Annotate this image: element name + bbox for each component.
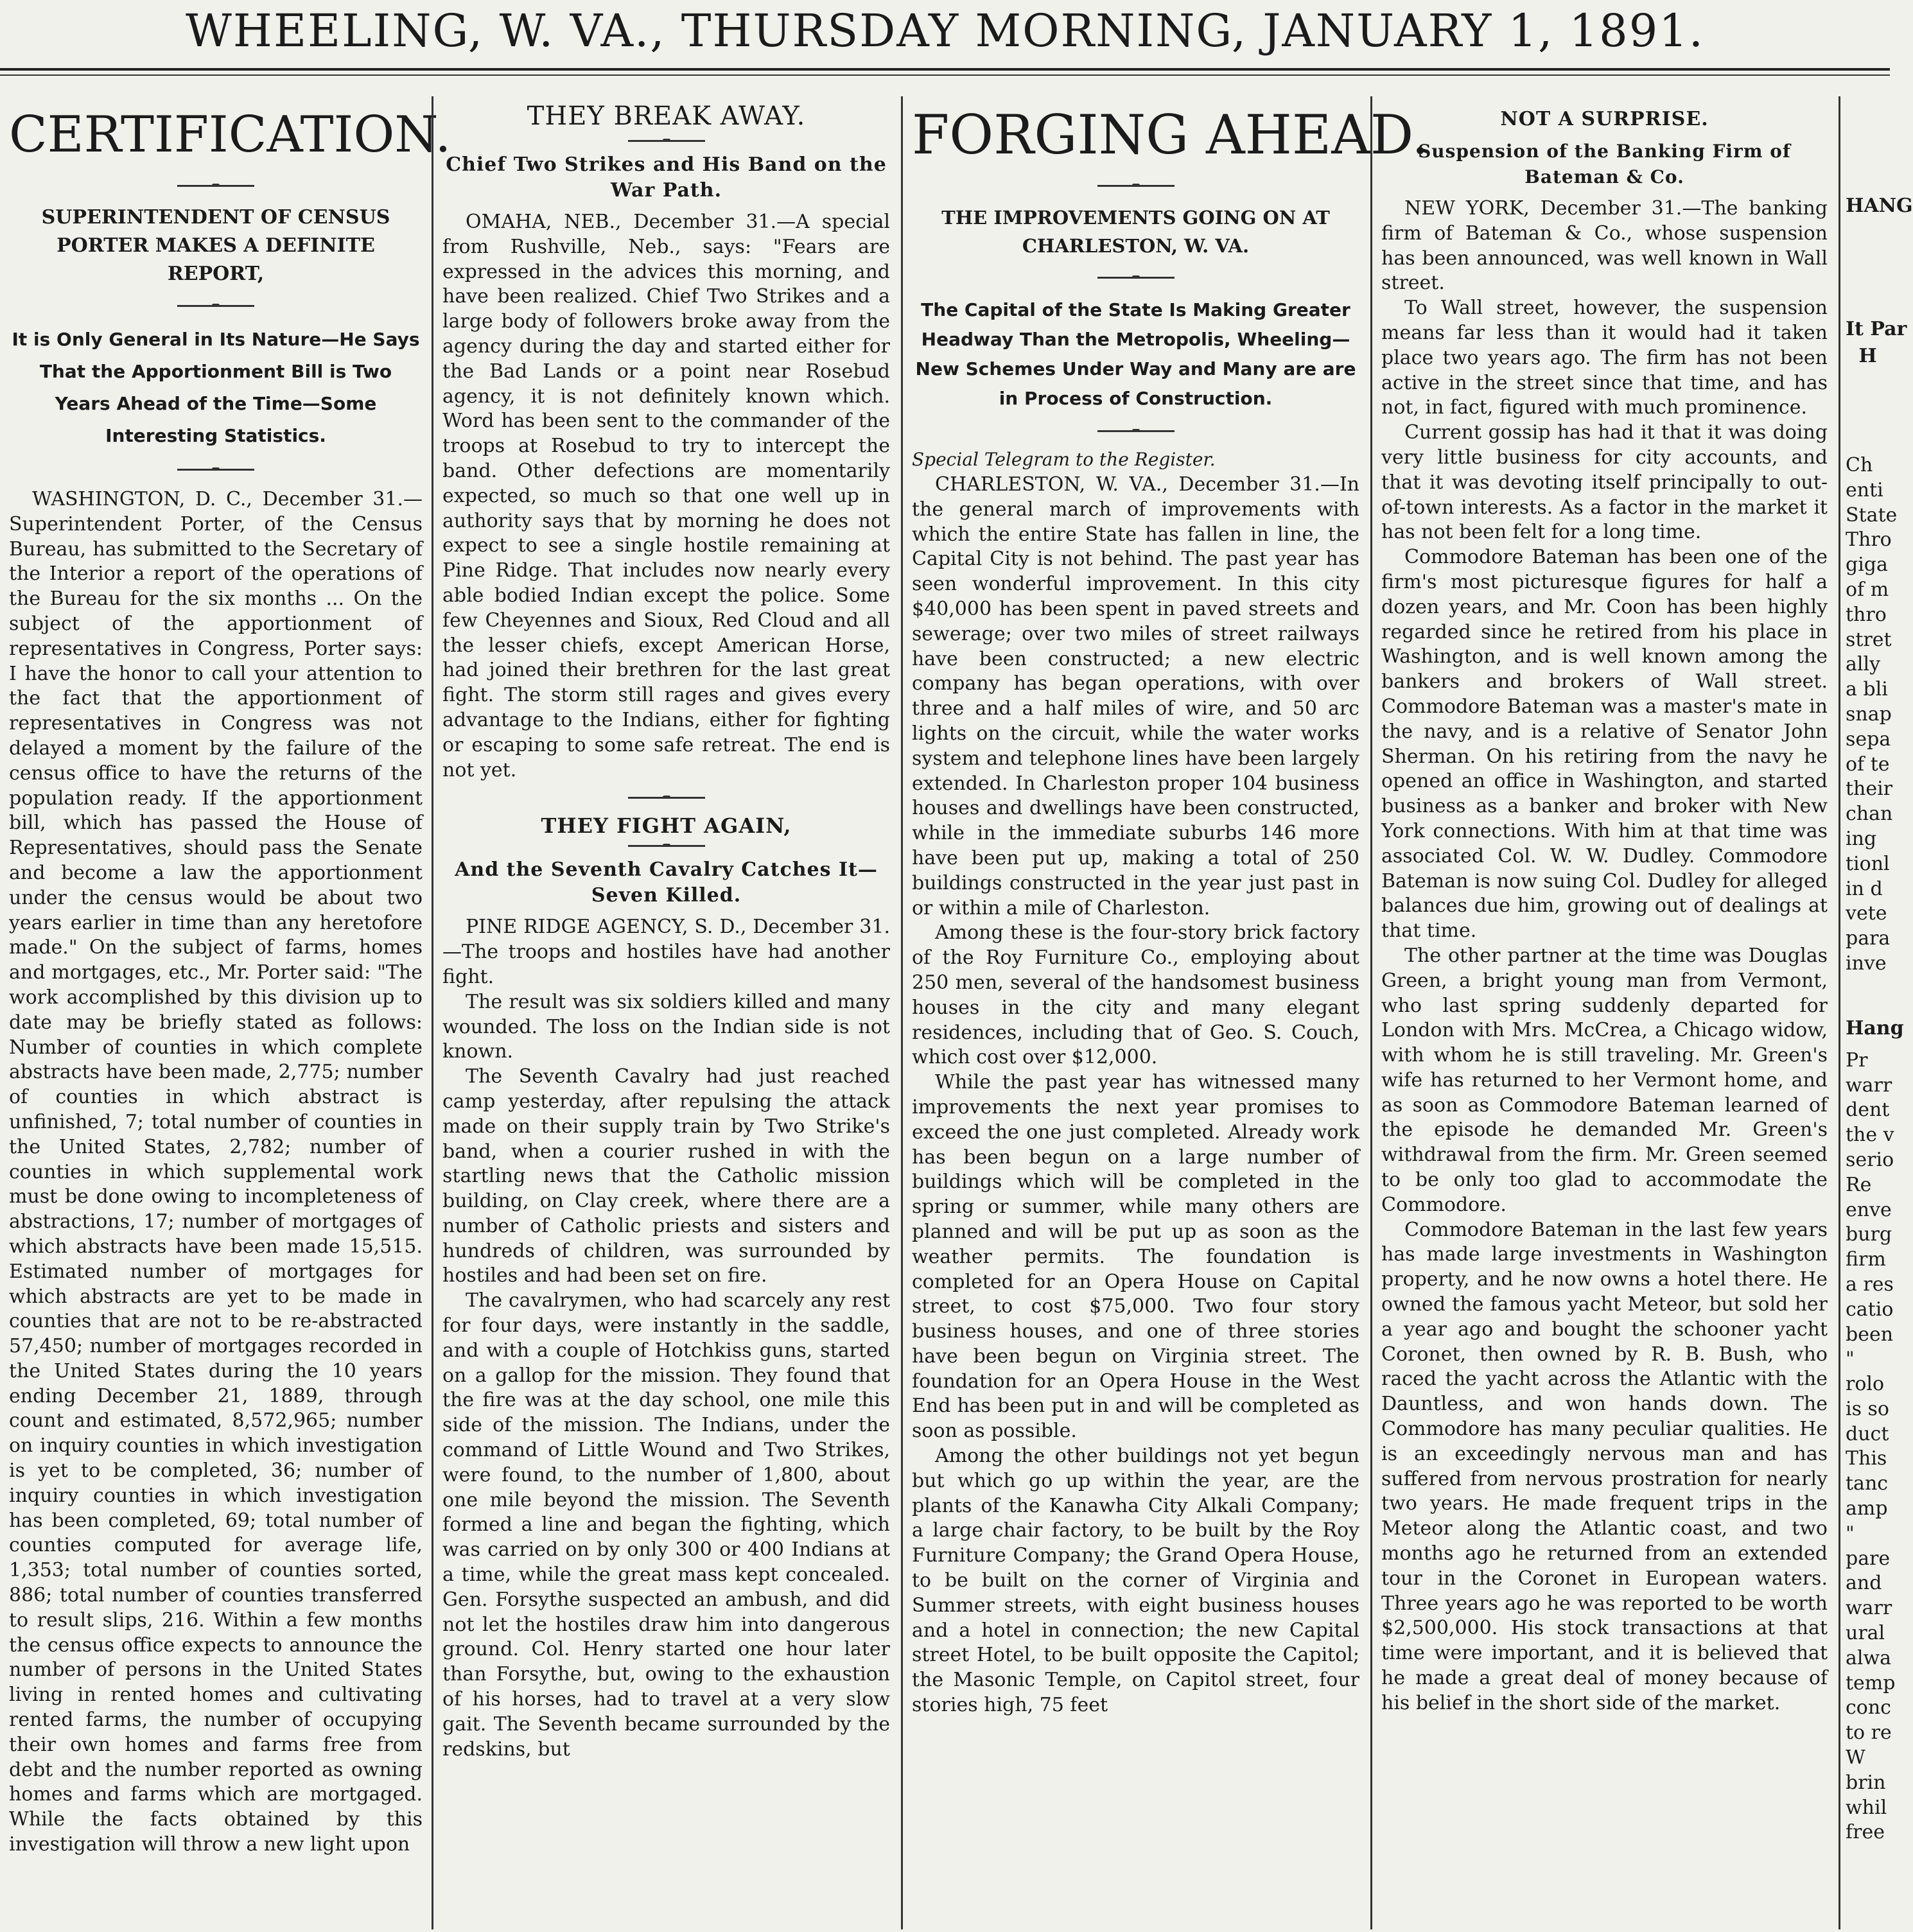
stub-line: rolo (1846, 1373, 1885, 1396)
stub-line: para (1846, 927, 1891, 950)
paragraph: The Seventh Cavalry had just reached camp yesterday, after repulsing the attack made on their supply train by Two Strike's band, when a courier rushed in with the startling news that the Catholic mission building, on Clay creek, where there are a number of Catholic priests and sisters and hundreds of children, was surrounded by hostiles and had been set on fire. (442, 1065, 890, 1287)
stub-line: chan (1846, 803, 1893, 826)
paragraph: Current gossip has had it that it was doing very little business for city accounts, and that it was devoting itself principally to out-of-town interests. As a factor in the market it has not been felt for a long time. (1381, 421, 1828, 544)
divider (177, 469, 254, 471)
paragraph: CHARLESTON, W. VA., December 31.—In the general march of improvements with which the entire State has fallen in line, the Capital City is not behind. The past year has seen wonderful improvement. In this city $40,000 has been spent in paved streets and sewerage; over two miles of street railways have been constructed; a new electric company has began operations, with over three and a half miles of wire, and 50 arc lights on the circuit, while the water works system and telephone lines have been largely extended. In Charleston proper 104 business houses and dwellings have been constructed, while in the immediate suburbs 146 more have been put up, making a total of 250 buildings constructed in the year just past in or within a mile of Charleston. (912, 473, 1359, 919)
stub-lines-2 (1846, 1049, 1896, 1846)
stub-line: snap (1846, 702, 1892, 726)
column-cutoff (1840, 96, 1913, 1929)
paragraph: WASHINGTON, D. C., December 31.—Superintendent Porter, of the Census Bureau, has submitted to the Secretary of the Interior a report of the operations of the Bureau for the six months ... On the subject of the apportionment of representatives in Congress, Porter says: I have the honor to call your attention to the fact that the apportionment of representatives in Congress was not delayed a moment by the failure of the census office to have the returns of the population ready. If the apportionment bill, which has passed the House of Representatives, should pass the Senate and become a law the apportionment under the census would be about two years earlier in time than any heretofore made." On the subject of farms, homes and mortgages, etc., Mr. Porter said: "The work accomplished by this division up to date may be briefly stated as follows: Number of counties in which complete abstracts have been made, 2,775; number of counties in which abstract is unfinished, 7; total number of counties in the United States, 2,782; number of counties in which supplemental work must be done owing to incompleteness of abstractions, 17; number of mortgages of which abstracts have been made 15,515. Estimated number of mortgages for which abstracts are yet to be made in counties that are not to be re-abstracted 57,450; number of mortgages recorded in the United States during the 10 years ending December 21, 1889, through count and estimated, 8,572,965; number on inquiry counties in which investigation is yet to be completed, 36; number of inquiry counties in which investigation has been completed, 69; total number of counties computed for average life, 1,353; total number of counties sorted, 886; total number of counties transferred to result slips, 216. Within a few months the census office expects to announce the number of persons in the United States living in rented homes and cultivating rented farms, the number of occupying their own homes and farms free from debt and the number reported as owning homes and farms which are mortgaged. While the facts obtained by this investigation will throw a new light upon (9, 488, 423, 1856)
article-body-bateman (1381, 196, 1828, 1716)
stub-line: " (1846, 1522, 1855, 1545)
special-telegram-credit: Special Telegram to the Register. (912, 449, 1216, 470)
stub-line: enti (1846, 478, 1883, 501)
divider (1097, 430, 1175, 432)
article-body-omaha (442, 210, 890, 783)
paragraph: Commodore Bateman has been one of the firm's most picturesque figures for half a dozen years, and Mr. Coon has been highly regarded since he retired from his place in Washington, and is well known among the bankers and brokers of Wall street. Commodore Bateman was a master's mate in the navy, and is a relative of Senator John Sherman. On his retiring from the navy he opened an office in Washington, and started business as a banker and broker with New York connections. With him at that time was associated Col. W. W. Dudley. Commodore Bateman is now suing Col. Dudley for alleged balances due him, growing out of dealings at that time. (1381, 546, 1828, 943)
paragraph: Among these is the four-story brick factory of the Roy Furniture Co., employing about 250 men, several of the handsomest business houses in the city and many elegant residences, including that of Geo. S. Couch, which cost over $12,000. (912, 921, 1359, 1069)
stub-line: alwa (1846, 1646, 1892, 1669)
stub-line: serio (1846, 1148, 1894, 1171)
stub-headline: HANG (1846, 195, 1913, 217)
article-body-pine-ridge (442, 915, 890, 1762)
stub-line: temp (1846, 1671, 1896, 1694)
headline-not-a-surprise: NOT A SURPRISE. (1500, 108, 1709, 130)
stub-line: enve (1846, 1198, 1892, 1221)
stub-headline-2: Hang (1846, 1016, 1904, 1040)
stub-line: Thro (1846, 528, 1892, 552)
stub-line: W (1846, 1746, 1865, 1770)
stub-deck2: H (1858, 345, 1877, 367)
stub-line: of te (1846, 753, 1890, 776)
stub-lines (1846, 453, 1898, 977)
deck-charleston: THE IMPROVEMENTS GOING ON AT CHARLESTON, W. VA. (941, 207, 1330, 257)
stub-line: This (1846, 1447, 1887, 1470)
stub-line: dent (1846, 1099, 1890, 1122)
paragraph: The other partner at the time was Douglas Green, a bright young man from Vermont, who last spring suddenly departed for London with Mrs. McCrea, a Chicago widow, with whom he is still traveling. Mr. Green's wife has returned to her Vermont home, and as soon as Commodore Bateman learned of the episode he demanded Mr. Green's withdrawal from the firm. Mr. Green seemed to be only too glad to accommodate the Commodore. (1381, 944, 1828, 1216)
stub-line: and (1846, 1572, 1882, 1595)
divider (628, 140, 705, 142)
headline-certification: CERTIFICATION. (9, 106, 451, 164)
paragraph: The cavalrymen, who had scarcely any rest for four days, were instantly in the saddle, and with a couple of Hotchkiss guns, started on a gallop for the mission. They found that the fire was at the day school, one mile this side of the mission. The Indians, under the command of Little Wound and Two Strikes, were found, to the number of 1,800, about one mile beyond the mission. The Seventh formed a line and began the fighting, which was carried on by only 300 or 400 Indians at a time, while the great mass kept concealed. Gen. Forsythe suspected an ambush, and did not let the hostiles draw him into dangerous ground. Col. Henry started one hour later than Forsythe, but, owing to the exhaustion of his horses, had to travel at a very slow gait. The Seventh became surrounded by the redskins, but (442, 1289, 890, 1761)
stub-line: a res (1846, 1273, 1894, 1296)
stub-line: inve (1846, 952, 1887, 975)
stub-line: whil (1846, 1796, 1887, 1819)
stub-line: of m (1846, 578, 1889, 601)
deck-apportionment: It is Only General in Its Nature—He Says That the Apportionment Bill is Two Years Ahead of the Time—Some Interesting Statistics. (12, 329, 420, 446)
masthead-rule-thin (0, 74, 1890, 76)
stub-line: in d (1846, 877, 1883, 900)
paragraph: While the past year has witnessed many improvements the next year promises to exceed the one just completed. Already work has been begun on a large number of buildings which will be completed in the spring or summer, while many others are planned and will be put up as soon as the weather permits. The foundation is completed for an Opera House on Capital street, to cost $75,000. Two four story business houses, and one of three stories have been begun on Virginia street. The foundation for an Opera House in the West End has been put in and will be completed as soon as possible. (912, 1071, 1359, 1443)
divider (628, 797, 705, 799)
stub-line: " (1846, 1348, 1855, 1371)
article-body-census (9, 487, 423, 1858)
stub-line: free (1846, 1821, 1885, 1844)
divider (628, 845, 705, 847)
stub-line: vete (1846, 902, 1887, 925)
paragraph: To Wall street, however, the suspension means far less than it would had it taken place two years ago. The firm has not been active in the street since that time, and has not, in fact, figured with much prominence. (1381, 297, 1828, 419)
stub-line: sepa (1846, 727, 1891, 751)
stub-line: tanc (1846, 1472, 1889, 1495)
paragraph: NEW YORK, December 31.—The banking firm of Bateman & Co., whose suspension has been announced, was well known in Wall street. (1381, 197, 1828, 295)
stub-line: conc (1846, 1696, 1891, 1719)
stub-line: brin (1846, 1771, 1886, 1794)
masthead: WHEELING, W. VA., THURSDAY MORNING, JANUARY 1, 1891. (185, 4, 1705, 57)
column-forging-ahead (903, 96, 1429, 1929)
paragraph: OMAHA, NEB., December 31.—A special from Rushville, Neb., says: "Fears are expressed in the advices this morning, and have been realized. Chief Two Strikes and a large body of followers broke away from the agency during the day and started either for the Bad Lands or a point near Rosebud agency, it is not definitely known which. Word has been sent to the commander of the troops at Rosebud to try to intercept the band. Other defections are momentarily expected, so much so that one well up in authority says that by morning he does not expect to see a single hostile remaining at Pine Ridge. That includes now nearly every able bodied Indian except the police. Some few Cheyennes and Sioux, Red Cloud and all the lesser chiefs, except American Horse, had joined their brethren for the last great fight. The storm still rages and gives every advantage to the Indians, either for fighting or escaping to some safe retreat. The end is not yet. (442, 211, 890, 781)
stub-line: firm (1846, 1248, 1886, 1271)
stub-line: ural (1846, 1622, 1885, 1645)
stub-line: a bli (1846, 678, 1888, 701)
paragraph: The result was six soldiers killed and many wounded. The loss on the Indian side is not known. (442, 990, 890, 1063)
divider (1097, 277, 1175, 279)
divider (1097, 185, 1175, 187)
deck-census-porter: SUPERINTENDENT OF CENSUS PORTER MAKES A DEFINITE REPORT, (41, 206, 390, 285)
stub-line: their (1846, 778, 1893, 801)
divider (177, 185, 254, 187)
column-break-away (433, 96, 899, 1929)
stub-line: burg (1846, 1223, 1892, 1246)
stub-line: ing (1846, 827, 1877, 850)
stub-line: State (1846, 503, 1898, 527)
headline-forging-ahead: FORGING AHEAD. (912, 103, 1429, 166)
stub-line: warr (1846, 1597, 1892, 1620)
stub-line: warr (1846, 1074, 1892, 1097)
stub-line: amp (1846, 1497, 1888, 1520)
headline-fight-again: THEY FIGHT AGAIN, (541, 814, 792, 839)
stub-line: stret (1846, 628, 1892, 651)
stub-line: is so (1846, 1397, 1889, 1420)
stub-line: Pr (1846, 1049, 1868, 1072)
deck-two-strikes: Chief Two Strikes and His Band on the War Path. (446, 153, 887, 202)
deck-capital: The Capital of the State Is Making Greater Headway Than the Metropolis, Wheeling—New Schemes Under Way and Many are are in Process of Construction. (915, 299, 1356, 409)
masthead-rule (0, 68, 1890, 71)
paragraph: PINE RIDGE AGENCY, S. D., December 31.—The troops and hostiles have had another fight. (442, 916, 890, 988)
stub-line: Ch (1846, 454, 1873, 476)
stub-line: thro (1846, 603, 1887, 626)
stub-line: giga (1846, 553, 1888, 577)
stub-line: catio (1846, 1298, 1894, 1321)
stub-line: the v (1846, 1124, 1894, 1147)
stub-line: ally (1846, 653, 1881, 676)
stub-deck: It Par (1846, 318, 1907, 340)
column-certification (0, 96, 451, 1929)
deck-bateman: Suspension of the Banking Firm of Bateman & Co. (1418, 141, 1791, 187)
stub-line: Re (1846, 1173, 1872, 1196)
divider (177, 305, 254, 307)
stub-line: to re (1846, 1721, 1892, 1745)
paragraph: Commodore Bateman in the last few years has made large investments in Washington property, and he now owns a hotel there. He owned the famous yacht Meteor, but sold her a year ago and bought the schooner yacht Coronet, then owned by R. B. Bush, who raced the yacht across the Atlantic with the Dauntless, and won hands down. The Commodore has many peculiar qualities. He is an exceedingly nervous man and has suffered from nervous prostration for nearly two years. He made frequent trips in the Meteor along the Atlantic coast, and two months ago he returned from an extended tour in the Coronet in European waters. Three years ago he was reported to be worth $2,500,000. His stock transactions at that time were important, and it is believed that he made a great deal of money because of his belief in the short side of the market. (1381, 1218, 1828, 1714)
deck-seventh-cavalry: And the Seventh Cavalry Catches It—Seven Killed. (455, 858, 878, 907)
stub-line: tionl (1846, 852, 1890, 875)
stub-line: duct (1846, 1422, 1889, 1445)
paragraph: Among the other buildings not yet begun but which go up within the year, are the plants of the Kanawha City Alkali Company; a large chair factory, to be built by the Roy Furniture Company; the Grand Opera House, to be built on the corner of Virginia and Summer streets, with eight business houses and a hotel in connection; the new Capital street Hotel, to be built opposite the Capitol; the Masonic Temple, on Capitol street, four stories high, 75 feet (912, 1445, 1359, 1717)
column-not-a-surprise (1372, 96, 1837, 1929)
stub-line: been (1846, 1323, 1894, 1346)
headline-break-away: THEY BREAK AWAY. (527, 101, 806, 131)
stub-line: pare (1846, 1547, 1891, 1570)
article-body-charleston (912, 473, 1359, 1718)
